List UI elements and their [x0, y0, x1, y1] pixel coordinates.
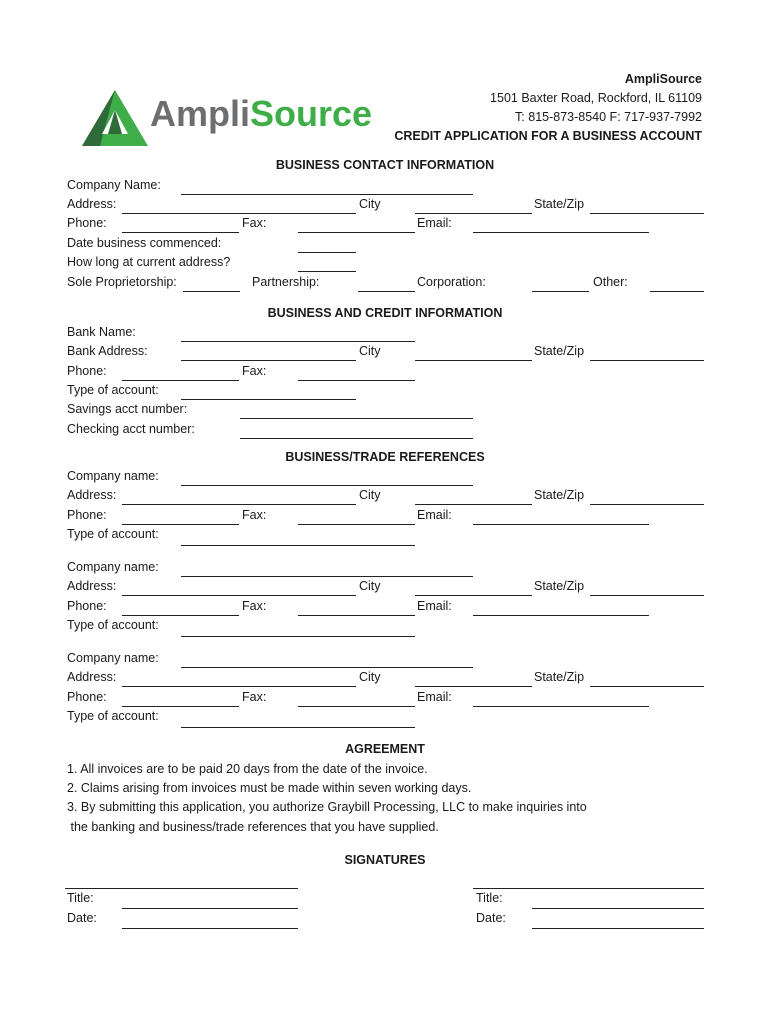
agreement-heading: AGREEMENT [345, 742, 425, 756]
bank-phone-label: Phone: [67, 364, 107, 378]
address-field[interactable] [122, 213, 356, 214]
ref-phone-field[interactable] [122, 524, 239, 525]
account-type-label: Type of account: [67, 383, 159, 397]
signatures-heading: SIGNATURES [344, 853, 426, 867]
ref-state-zip-label: State/Zip [534, 488, 585, 502]
state-zip-field[interactable] [590, 213, 704, 214]
ref-email-field[interactable] [473, 706, 649, 707]
corporation-label: Corporation: [417, 275, 486, 289]
bank-city-label: City [359, 344, 381, 358]
ref-address-field[interactable] [122, 595, 356, 596]
bank-fax-field[interactable] [298, 380, 415, 381]
sig-date-field-right[interactable] [532, 928, 704, 929]
how-long-label: How long at current address? [67, 255, 231, 269]
state-zip-label: State/Zip [534, 197, 585, 211]
sole-proprietorship-field[interactable] [183, 291, 240, 292]
ref-type-field[interactable] [181, 727, 415, 728]
date-commenced-label: Date business commenced: [67, 236, 222, 250]
reference-block [0, 469, 770, 549]
references-heading: BUSINESS/TRADE REFERENCES [285, 450, 485, 464]
agreement-item: the banking and business/trade references that you have supplied. [67, 820, 439, 834]
checking-label: Checking acct number: [67, 422, 195, 436]
bank-name-label: Bank Name: [67, 325, 136, 339]
date-commenced-field[interactable] [298, 252, 356, 253]
company-address: 1501 Baxter Road, Rockford, IL 61109 [490, 91, 702, 105]
sig-date-field-left[interactable] [122, 928, 298, 929]
company-phone-fax: T: 815-873-8540 F: 717-937-7992 [515, 110, 702, 124]
bank-state-zip-field[interactable] [590, 360, 704, 361]
ref-email-label: Email: [417, 690, 452, 704]
ref-city-label: City [359, 579, 381, 593]
ref-phone-label: Phone: [67, 599, 107, 613]
ref-email-label: Email: [417, 508, 452, 522]
ref-type-field[interactable] [181, 636, 415, 637]
form-title: CREDIT APPLICATION FOR A BUSINESS ACCOUNT [394, 129, 702, 143]
ref-type-field[interactable] [181, 545, 415, 546]
sig-title-label-left: Title: [67, 891, 94, 905]
bank-address-field[interactable] [181, 360, 356, 361]
ref-state-zip-label: State/Zip [534, 670, 585, 684]
ref-phone-field[interactable] [122, 615, 239, 616]
company-name-label: Company Name: [67, 178, 161, 192]
ref-state-zip-field[interactable] [590, 595, 704, 596]
phone-field[interactable] [122, 232, 239, 233]
account-type-field[interactable] [181, 399, 356, 400]
signature-line-right[interactable] [473, 888, 704, 889]
ref-fax-field[interactable] [298, 524, 415, 525]
sig-date-label-right: Date: [476, 911, 506, 925]
sig-date-label-left: Date: [67, 911, 97, 925]
reference-block [0, 560, 770, 640]
agreement-item: 2. Claims arising from invoices must be made within seven working days. [67, 781, 472, 795]
ref-fax-label: Fax: [242, 599, 267, 613]
ref-fax-label: Fax: [242, 690, 267, 704]
ref-company-field[interactable] [181, 667, 473, 668]
ref-phone-label: Phone: [67, 690, 107, 704]
company-logo [80, 88, 400, 148]
ref-company-label: Company name: [67, 469, 159, 483]
bank-state-zip-label: State/Zip [534, 344, 585, 358]
ref-address-field[interactable] [122, 686, 356, 687]
partnership-label: Partnership: [252, 275, 320, 289]
ref-city-label: City [359, 670, 381, 684]
ref-company-label: Company name: [67, 560, 159, 574]
ref-email-field[interactable] [473, 524, 649, 525]
contact-heading: BUSINESS CONTACT INFORMATION [275, 158, 495, 172]
ref-fax-field[interactable] [298, 615, 415, 616]
signature-line-left[interactable] [65, 888, 298, 889]
logo-text-ampli: Ampli [150, 93, 251, 134]
triangle-logo-icon [80, 88, 150, 148]
bank-name-field[interactable] [181, 341, 415, 342]
bank-city-field[interactable] [415, 360, 532, 361]
ref-fax-label: Fax: [242, 508, 267, 522]
city-field[interactable] [415, 213, 532, 214]
ref-address-label: Address: [67, 488, 117, 502]
ref-city-label: City [359, 488, 381, 502]
fax-label: Fax: [242, 216, 267, 230]
city-label: City [359, 197, 381, 211]
fax-field[interactable] [298, 232, 415, 233]
ref-type-label: Type of account: [67, 618, 159, 632]
ref-city-field[interactable] [415, 686, 532, 687]
how-long-field[interactable] [298, 271, 356, 272]
partnership-field[interactable] [358, 291, 415, 292]
ref-company-field[interactable] [181, 485, 473, 486]
email-field[interactable] [473, 232, 649, 233]
agreement-item: 1. All invoices are to be paid 20 days from the date of the invoice. [67, 762, 428, 776]
email-label: Email: [417, 216, 452, 230]
sig-title-field-right[interactable] [532, 908, 704, 909]
other-field[interactable] [650, 291, 704, 292]
ref-company-label: Company name: [67, 651, 159, 665]
ref-address-label: Address: [67, 670, 117, 684]
ref-company-field[interactable] [181, 576, 473, 577]
savings-label: Savings acct number: [67, 402, 188, 416]
agreement-item: 3. By submitting this application, you authorize Graybill Processing, LLC to make inquiries into [67, 800, 587, 814]
checking-field[interactable] [240, 438, 473, 439]
ref-phone-field[interactable] [122, 706, 239, 707]
bank-fax-label: Fax: [242, 364, 267, 378]
phone-label: Phone: [67, 216, 107, 230]
sole-proprietorship-label: Sole Proprietorship: [67, 275, 177, 289]
ref-city-field[interactable] [415, 595, 532, 596]
ref-state-zip-field[interactable] [590, 686, 704, 687]
bank-address-label: Bank Address: [67, 344, 148, 358]
company-name: AmpliSource [624, 72, 702, 86]
savings-field[interactable] [240, 418, 473, 419]
company-name-field[interactable] [181, 194, 473, 195]
bank-phone-field[interactable] [122, 380, 239, 381]
reference-block [0, 651, 770, 731]
logo-text-source: Source [250, 93, 373, 134]
sig-title-field-left[interactable] [122, 908, 298, 909]
sig-title-label-right: Title: [476, 891, 503, 905]
ref-address-field[interactable] [122, 504, 356, 505]
corporation-field[interactable] [532, 291, 589, 292]
ref-address-label: Address: [67, 579, 117, 593]
address-label: Address: [67, 197, 117, 211]
ref-email-label: Email: [417, 599, 452, 613]
ref-fax-field[interactable] [298, 706, 415, 707]
ref-type-label: Type of account: [67, 709, 159, 723]
ref-phone-label: Phone: [67, 508, 107, 522]
credit-heading: BUSINESS AND CREDIT INFORMATION [267, 306, 503, 320]
other-label: Other: [593, 275, 628, 289]
ref-email-field[interactable] [473, 615, 649, 616]
ref-type-label: Type of account: [67, 527, 159, 541]
ref-city-field[interactable] [415, 504, 532, 505]
ref-state-zip-label: State/Zip [534, 579, 585, 593]
ref-state-zip-field[interactable] [590, 504, 704, 505]
